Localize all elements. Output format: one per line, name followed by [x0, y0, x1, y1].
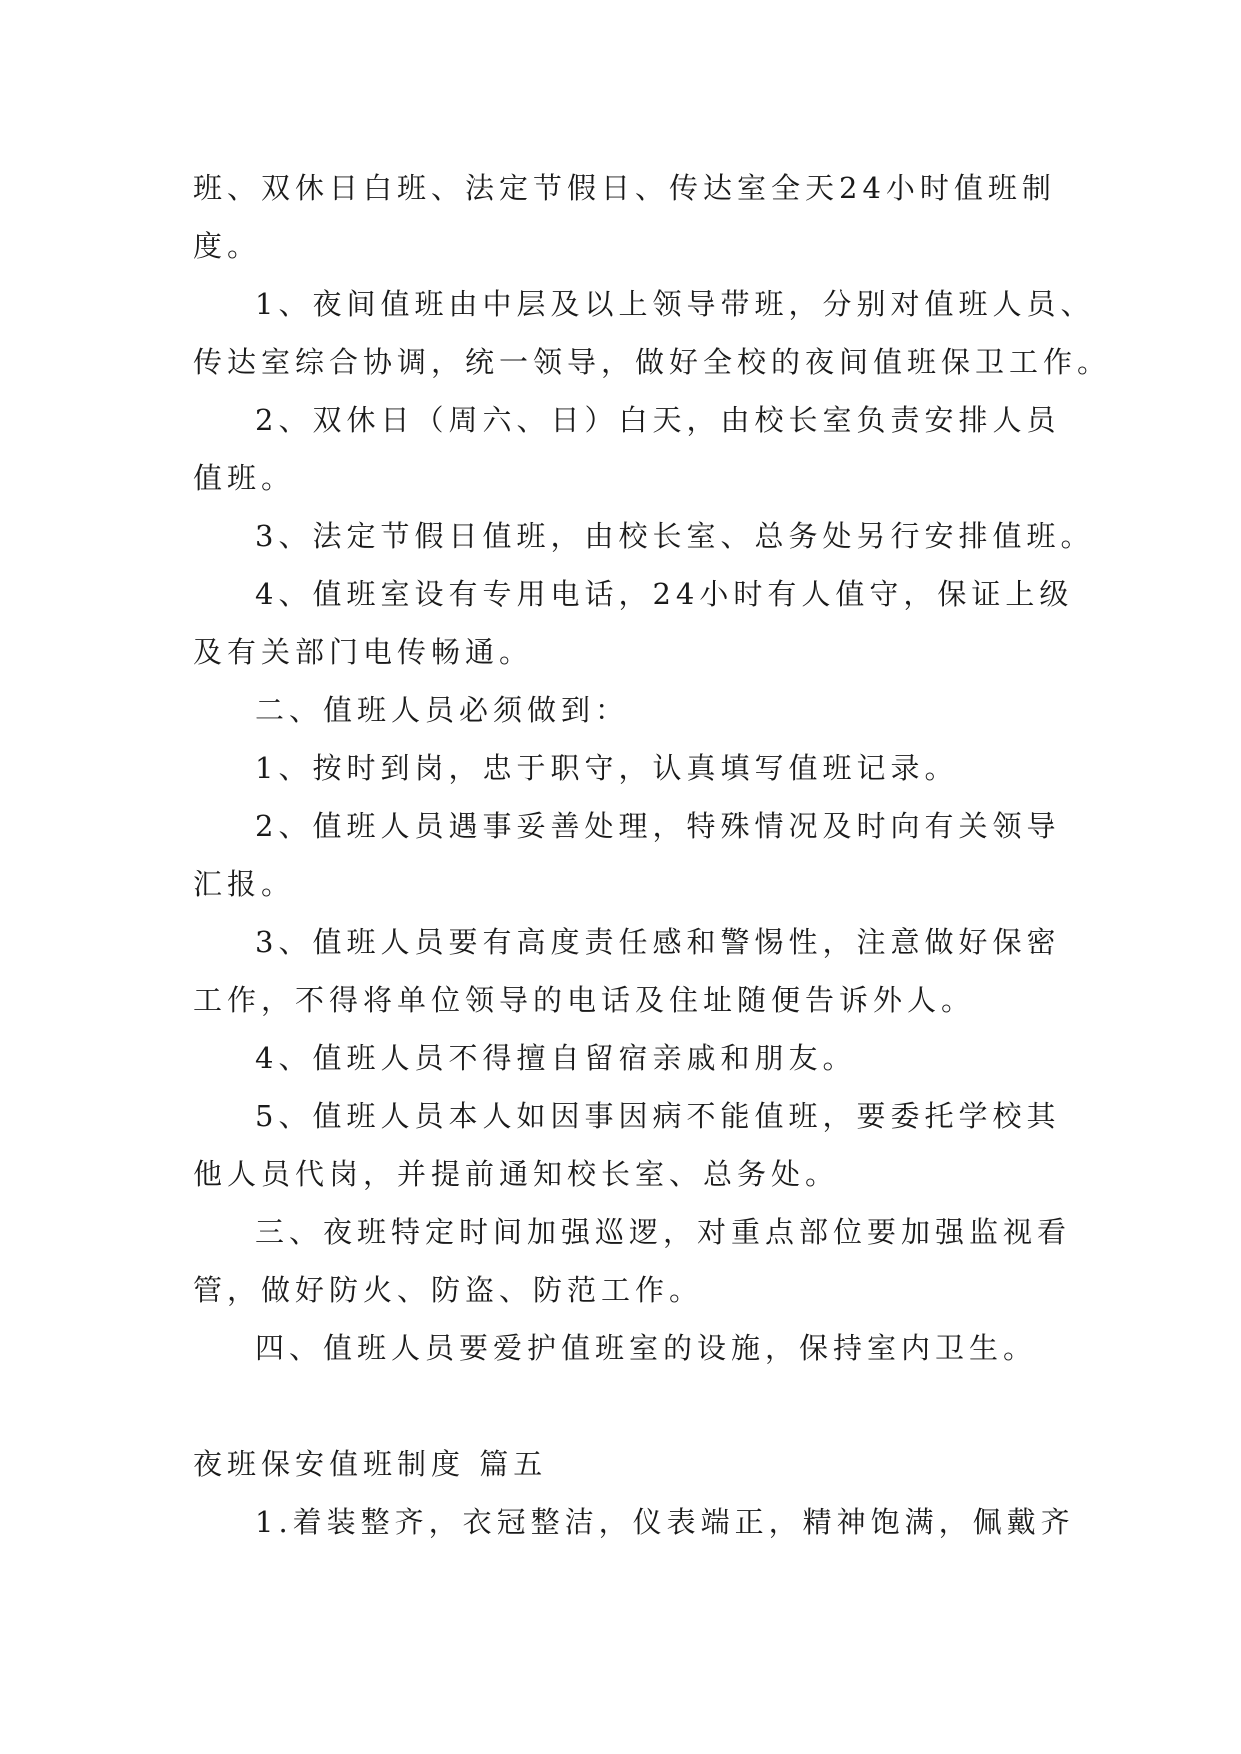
text-line: 4、值班人员不得擅自留宿亲戚和朋友。 [255, 1041, 857, 1075]
text-line: 3、值班人员要有高度责任感和警惕性，注意做好保密 [255, 925, 1061, 959]
section-heading: 四、值班人员要爱护值班室的设施，保持室内卫生。 [255, 1331, 1038, 1365]
text-line: 1、夜间值班由中层及以上领导带班，分别对值班人员、 [255, 287, 1095, 321]
section-heading: 三、夜班特定时间加强巡逻，对重点部位要加强监视看 [255, 1215, 1072, 1249]
text-line: 1.着装整齐，衣冠整洁，仪表端正，精神饱满，佩戴齐 [255, 1505, 1075, 1539]
text-line: 及有关部门电传畅通。 [193, 635, 534, 669]
paragraph-gap [193, 1377, 1063, 1435]
text-line: 管，做好防火、防盗、防范工作。 [193, 1273, 704, 1307]
text-line: 班、双休日白班、法定节假日、传达室全天24小时值班制 [193, 171, 1056, 205]
text-line: 5、值班人员本人如因事因病不能值班，要委托学校其 [255, 1099, 1061, 1133]
text-line: 2、值班人员遇事妥善处理，特殊情况及时向有关领导 [255, 809, 1061, 843]
article-title: 夜班保安值班制度 篇五 [193, 1447, 548, 1481]
text-line: 值班。 [193, 461, 296, 495]
text-line: 传达室综合协调，统一领导，做好全校的夜间值班保卫工作。 [193, 345, 1112, 379]
text-line: 工作，不得将单位领导的电话及住址随便告诉外人。 [193, 983, 976, 1017]
text-line: 4、值班室设有专用电话，24小时有人值守，保证上级 [255, 577, 1074, 611]
text-line: 他人员代岗，并提前通知校长室、总务处。 [193, 1157, 840, 1191]
document-body [193, 159, 1112, 1551]
text-line: 度。 [193, 229, 262, 263]
text-line: 汇报。 [193, 867, 296, 901]
text-line: 1、按时到岗，忠于职守，认真填写值班记录。 [255, 751, 959, 785]
section-heading: 二、值班人员必须做到： [255, 693, 630, 727]
text-line: 3、法定节假日值班，由校长室、总务处另行安排值班。 [255, 519, 1095, 553]
text-line: 2、双休日（周六、日）白天，由校长室负责安排人员 [255, 403, 1061, 437]
